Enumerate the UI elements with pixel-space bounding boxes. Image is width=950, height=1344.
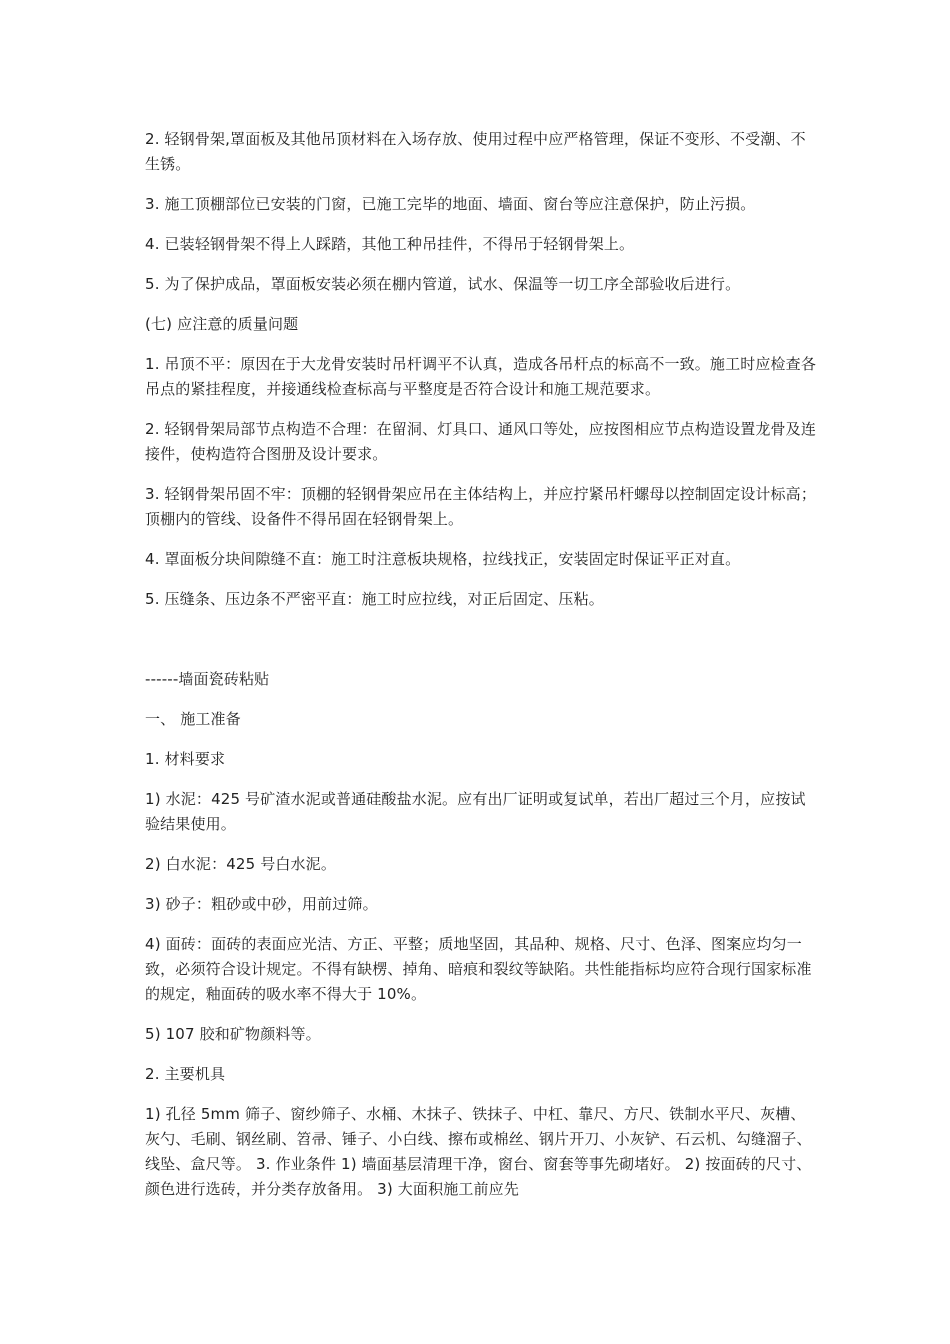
paragraph-quality-4: 4. 罩面板分块间隙缝不直：施工时注意板块规格，拉线找正，安装固定时保证平正对直。 (145, 550, 741, 568)
paragraph-glue: 5) 107 胶和矿物颜料等。 (145, 1025, 321, 1043)
document-page (145, 127, 820, 1217)
paragraph-quality-5: 5. 压缝条、压边条不严密平直：施工时应拉线，对正后固定、压粘。 (145, 590, 604, 608)
paragraph-quality-2: 2. 轻钢骨架局部节点构造不合理：在留洞、灯具口、通风口等处，应按图相应节点构造设置龙骨及连接件，使构造符合图册及设计要求。 (145, 420, 816, 463)
paragraph-protection-3: 3. 施工顶棚部位已安装的门窗，已施工完毕的地面、墙面、窗台等应注意保护，防止污损。 (145, 195, 756, 213)
paragraph-protection-5: 5. 为了保护成品，罩面板安装必须在棚内管道，试水、保温等一切工序全部验收后进行。 (145, 275, 741, 293)
paragraph-white-cement: 2) 白水泥：425 号白水泥。 (145, 855, 336, 873)
paragraph-tiles: 4) 面砖：面砖的表面应光洁、方正、平整；质地坚固，其品种、规格、尺寸、色泽、图案应均匀一致，必须符合设计规定。不得有缺楞、掉角、暗痕和裂纹等缺陷。共性能指标均应符合现行国家标准的规定，釉面砖的吸水率不得大于 10%。 (145, 935, 812, 1003)
section-spacer (145, 627, 820, 667)
paragraph-tools-list: 1) 孔径 5mm 筛子、窗纱筛子、水桶、木抹子、铁抹子、中杠、靠尺、方尺、铁制水平尺、灰槽、灰勺、毛刷、钢丝刷、笤帚、锤子、小白线、擦布或棉丝、钢片开刀、小灰铲、石云机、勾缝溜子、线坠、盒尺等。 3. 作业条件 1) 墙面基层清理干净，窗台、窗套等事先砌堵好。 2) 按面砖的尺寸、颜色进行选砖，并分类存放备用。 3) 大面积施工前应先 (145, 1105, 812, 1198)
paragraph-quality-3: 3. 轻钢骨架吊固不牢：顶棚的轻钢骨架应吊在主体结构上，并应拧紧吊杆螺母以控制固定设计标高；顶棚内的管线、设备件不得吊固在轻钢骨架上。 (145, 485, 816, 528)
paragraph-quality-1: 1. 吊顶不平：原因在于大龙骨安装时吊杆调平不认真，造成各吊杆点的标高不一致。施工时应检查各吊点的紧挂程度，并接通线检查标高与平整度是否符合设计和施工规范要求。 (145, 355, 816, 398)
paragraph-sand: 3) 砂子：粗砂或中砂，用前过筛。 (145, 895, 378, 913)
heading-material-requirements: 1. 材料要求 (145, 750, 226, 768)
section-heading-quality-issues: (七) 应注意的质量问题 (145, 315, 299, 333)
paragraph-protection-4: 4. 已装轻钢骨架不得上人踩踏，其他工种吊挂件，不得吊于轻钢骨架上。 (145, 235, 635, 253)
paragraph-cement: 1) 水泥：425 号矿渣水泥或普通硅酸盐水泥。应有出厂证明或复试单，若出厂超过三个月，应按试验结果使用。 (145, 790, 806, 833)
section-title-wall-tile: ------墙面瓷砖粘贴 (145, 670, 270, 688)
paragraph-protection-2: 2. 轻钢骨架,罩面板及其他吊顶材料在入场存放、使用过程中应严格管理，保证不变形、不受潮、不生锈。 (145, 130, 806, 173)
heading-construction-prep: 一、 施工准备 (145, 710, 241, 728)
heading-main-tools: 2. 主要机具 (145, 1065, 226, 1083)
